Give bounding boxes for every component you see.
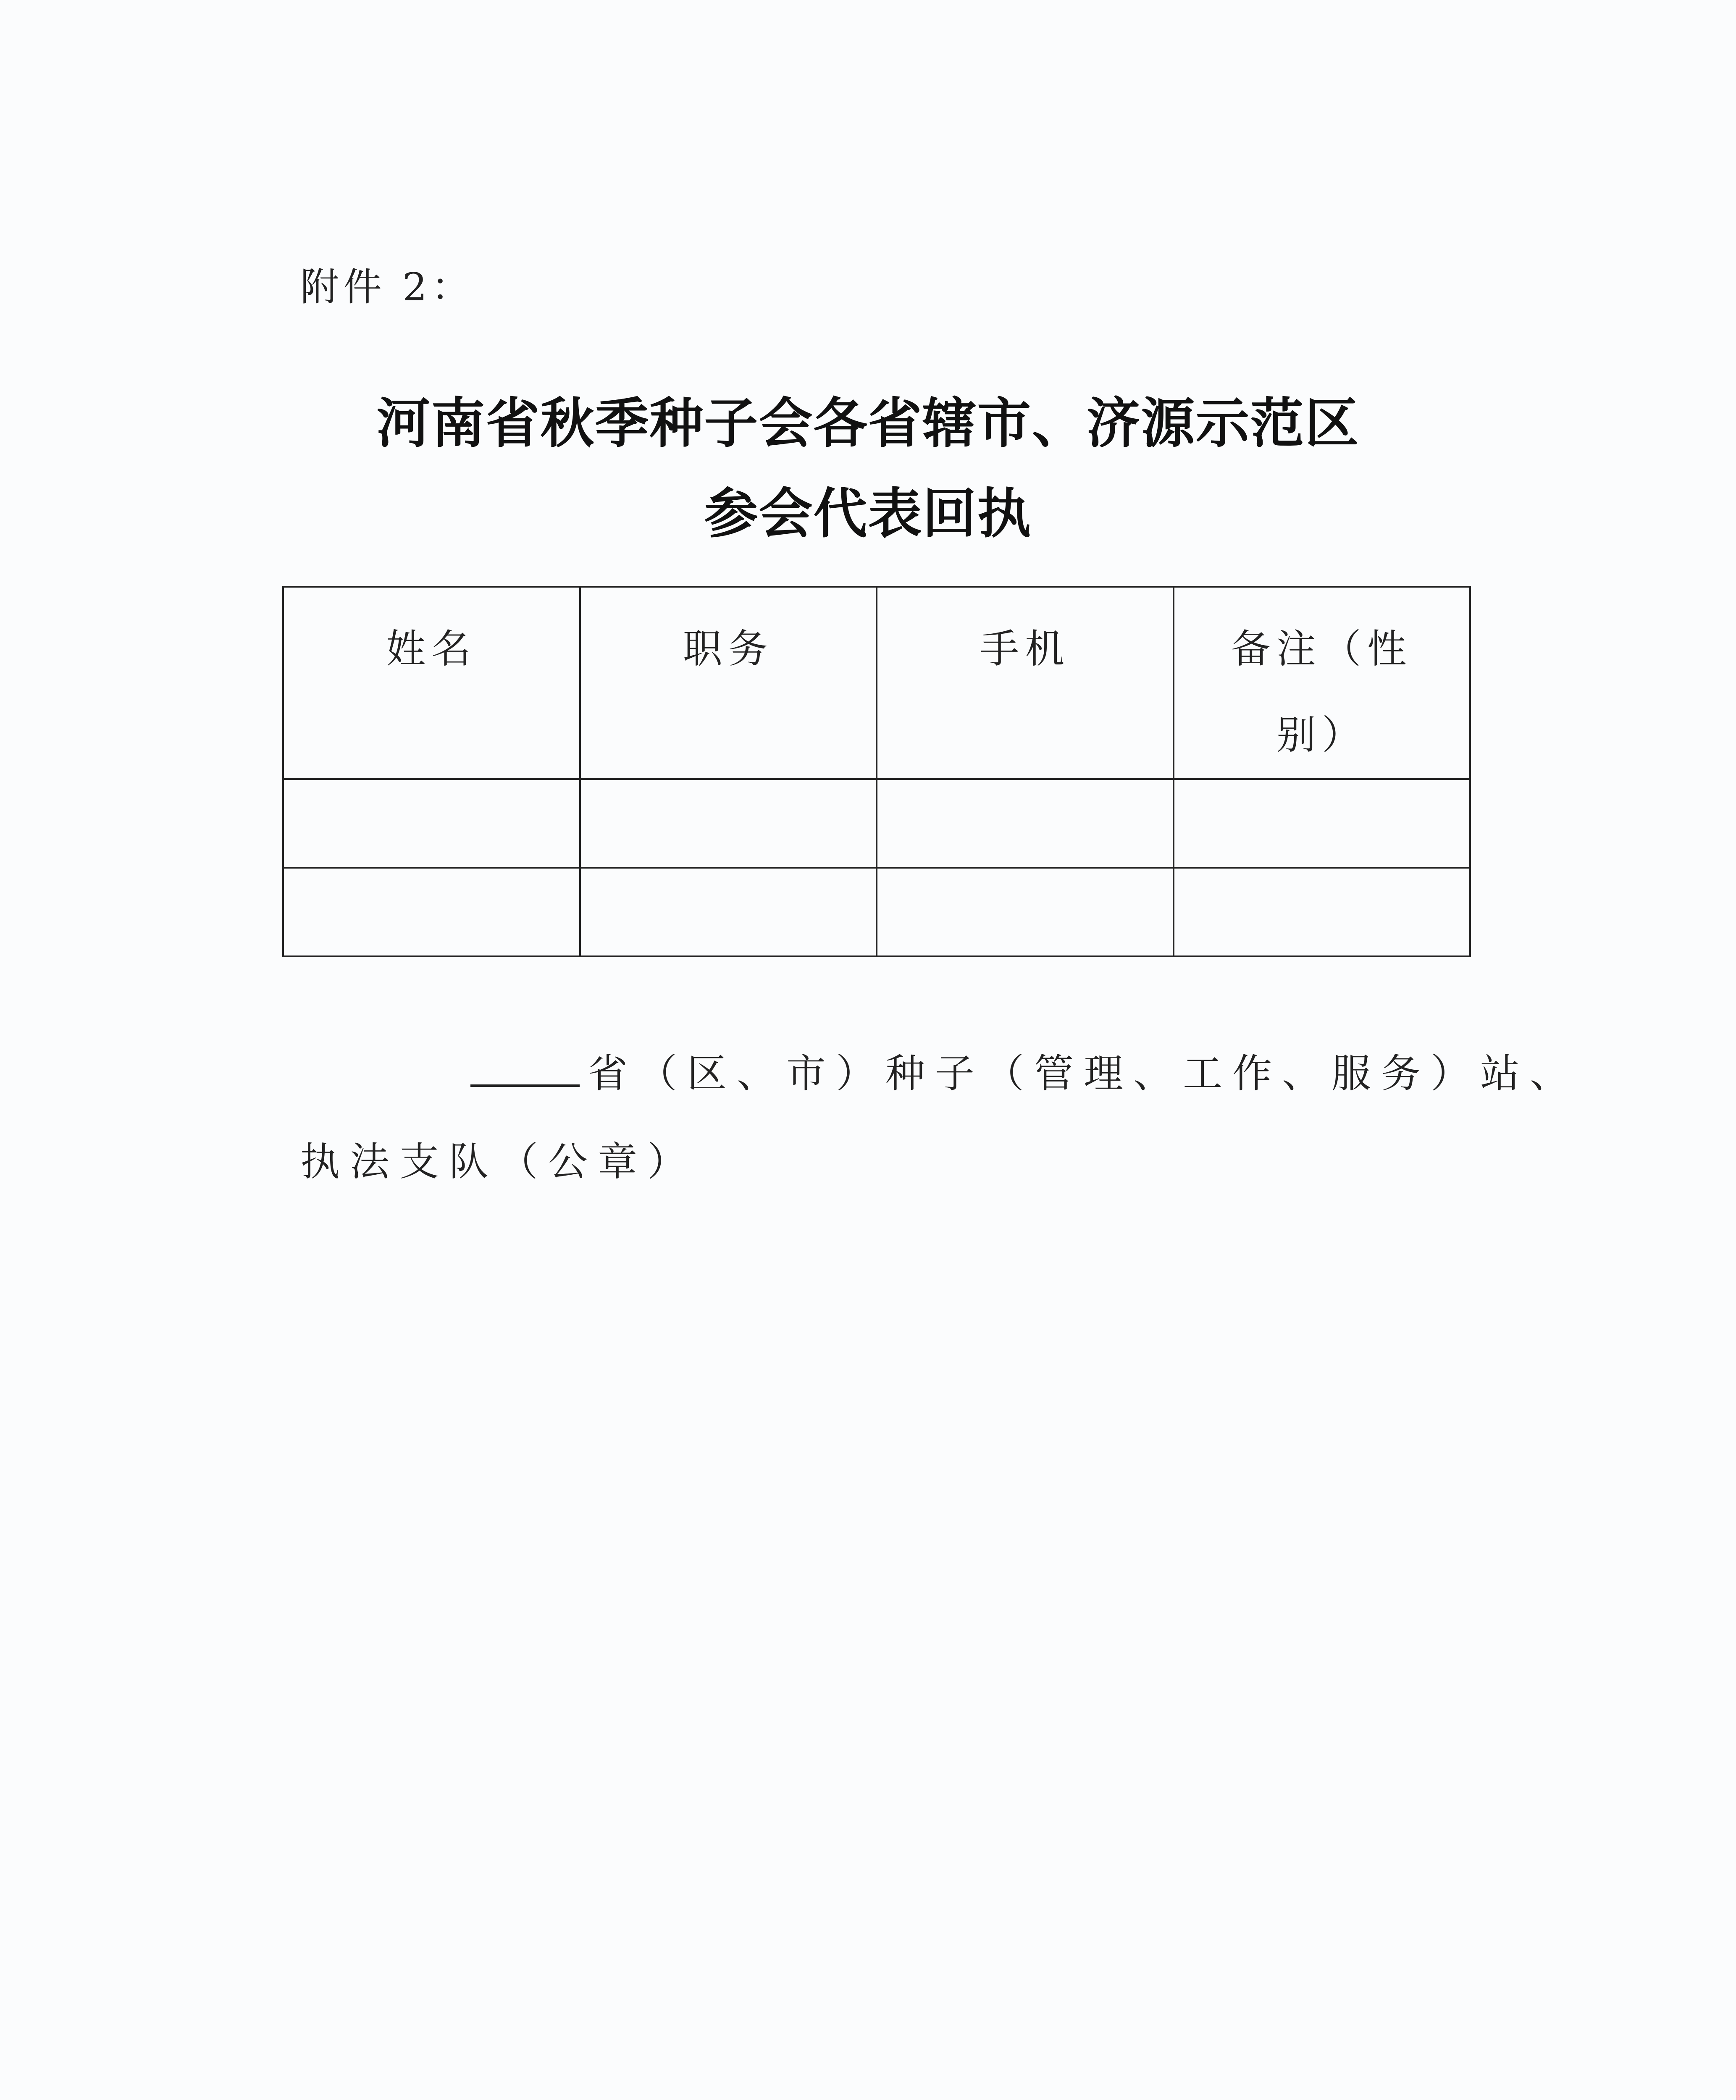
- signature-line-1-text: 省（区、市）种子（管理、工作、服务）站、: [588, 1051, 1580, 1097]
- document-title-line-2: 参会代表回执: [704, 483, 1032, 545]
- cell-name[interactable]: [283, 868, 580, 956]
- province-blank-line[interactable]: [470, 1081, 580, 1087]
- cell-phone[interactable]: [877, 779, 1174, 868]
- signature-line-1: [470, 1042, 1579, 1098]
- table-row: [283, 779, 1470, 868]
- document-title-line-1: 河南省秋季种子会各省辖市、济源示范区: [376, 392, 1360, 455]
- cell-remarks[interactable]: [1174, 868, 1471, 956]
- cell-position[interactable]: [580, 779, 877, 868]
- cell-position[interactable]: [580, 868, 877, 956]
- cell-remarks[interactable]: [1174, 779, 1471, 868]
- header-phone: 手机: [877, 587, 1174, 779]
- header-position: 职务: [580, 587, 877, 779]
- header-remarks-gender: 备注（性别）: [1174, 587, 1471, 779]
- header-name: 姓名: [283, 587, 580, 779]
- table-row: [283, 868, 1470, 956]
- attachment-label: 附件 2：: [300, 265, 474, 310]
- attendee-table: [282, 586, 1471, 957]
- signature-line-2: 执法支队（公章）: [300, 1139, 697, 1185]
- table-header-row: [283, 587, 1470, 779]
- cell-name[interactable]: [283, 779, 580, 868]
- cell-phone[interactable]: [877, 868, 1174, 956]
